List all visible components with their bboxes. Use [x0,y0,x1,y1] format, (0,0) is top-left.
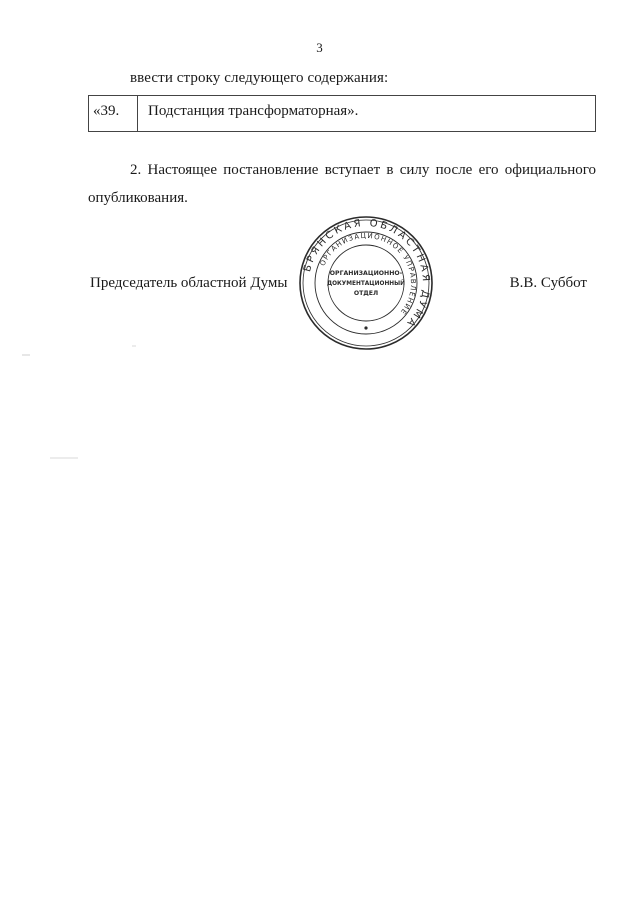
table-cell-text: Подстанция трансформаторная». [148,103,359,119]
intro-line: ввести строку следующего содержания: [130,70,389,86]
seal-inner-text: ОРГАНИЗАЦИОННОЕ УПРАВЛЕНИЕ [318,231,418,317]
page-number: 3 [316,40,323,55]
amendment-table [88,95,596,132]
paragraph-effective: 2. Настоящее постановление вступает в силу после его официального опубликования. [88,162,596,206]
seal-center-line-2: ДОКУМЕНТАЦИОННЫЙ [326,281,406,287]
signature-title: Председатель областной Думы [90,275,288,291]
official-seal [298,215,434,351]
seal-center-line-1: ОРГАНИЗАЦИОННО- [329,270,403,277]
signature-name: В.В. Суббот [509,275,587,291]
seal-outer-text: БРЯНСКАЯ ОБЛАСТНАЯ ДУМА [302,217,432,330]
table-cell-number: «39. [89,96,138,131]
seal-center-line-3: ОТДЕЛ [353,290,379,297]
